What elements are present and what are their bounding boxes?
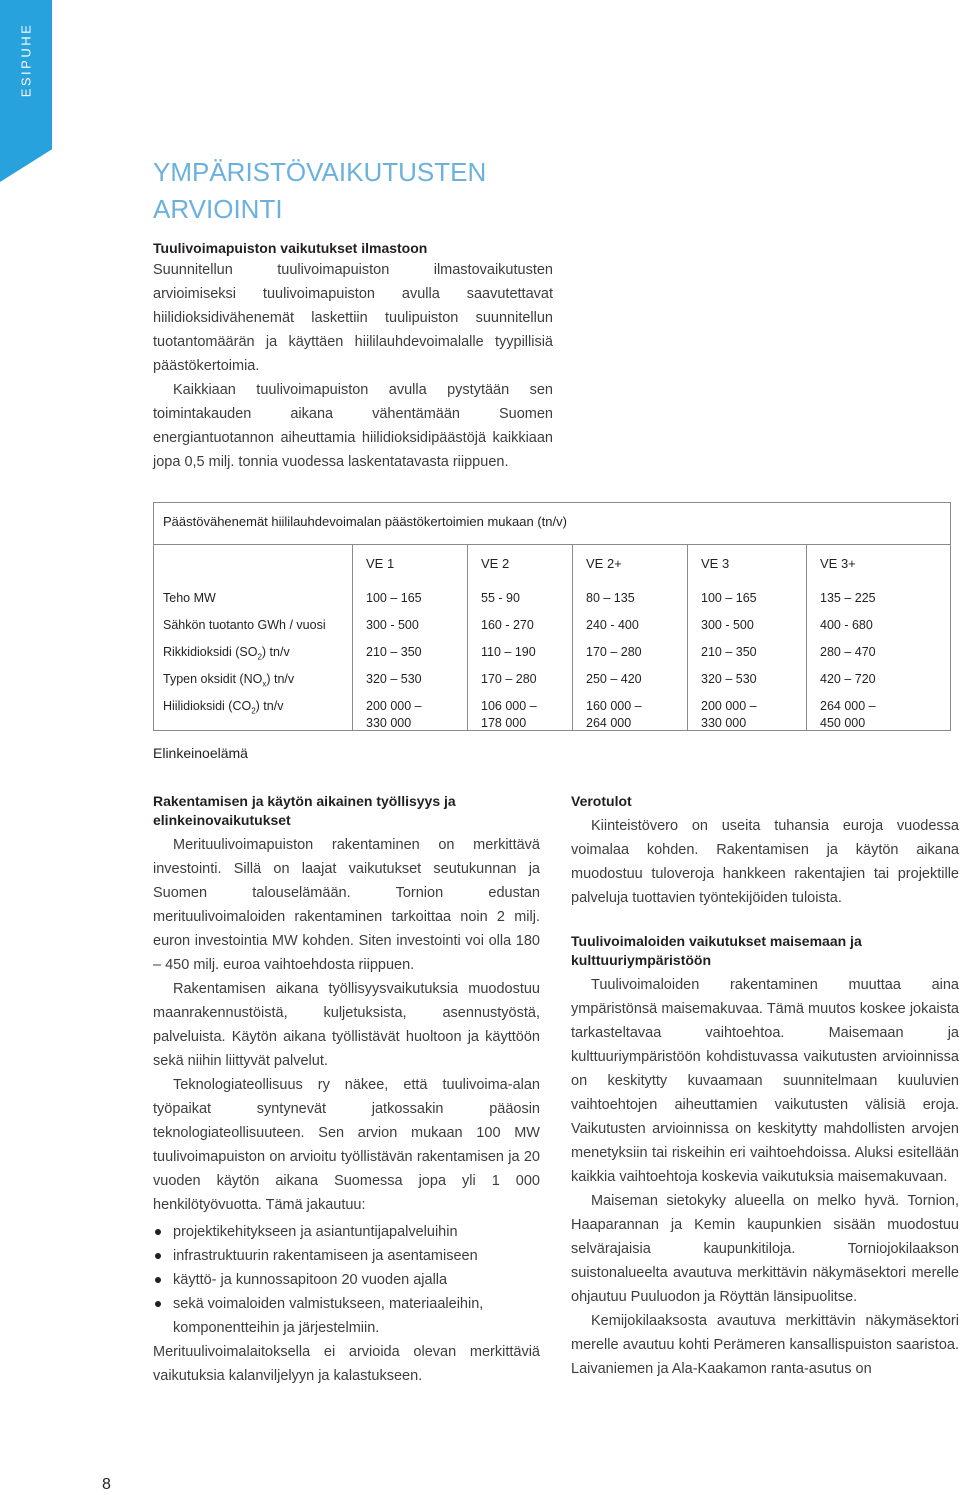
table-cell: 160 000 – 264 000: [586, 699, 642, 730]
emission-table: [153, 502, 951, 731]
tax-subhead: Verotulot: [571, 793, 632, 809]
table-column-header: VE 2+: [586, 556, 622, 571]
table-cell: 55 - 90: [481, 591, 520, 605]
table-cell: 135 – 225: [820, 591, 876, 605]
landscape-paragraph-3: Kemijokilaaksosta avautuva merkittävin näkymäsektori merelle avautuu kohti Perämeren kansallispuiston saaristoa. Laivaniemen ja Ala-Kaakamon ranta-asutus on: [571, 1313, 959, 1377]
table-cell: 80 – 135: [586, 591, 635, 605]
table-cell: 264 000 – 450 000: [820, 699, 876, 730]
bullet-item: käyttö- ja kunnossapitoon 20 vuoden ajalla: [153, 1268, 540, 1292]
intro-paragraph-1: Suunnitellun tuulivoimapuiston ilmastovaikutusten arvioimiseksi tuulivoimapuiston avulla saavutettavat hiilidioksidivähenemät laskettiin tuulipuiston suunnitellun tuotantomäärän ja käyttäen hiililauhdevoimalalle tyypillisiä päästökertoimia.: [153, 262, 553, 374]
landscape-subhead: Tuulivoimaloiden vaikutukset maisemaan ja kulttuuriympäristöön: [571, 933, 862, 968]
table-cell: 210 – 350: [366, 645, 422, 659]
table-cell: 170 – 280: [586, 645, 642, 659]
table-column-header: VE 1: [366, 556, 395, 571]
landscape-paragraph-1: Tuulivoimaloiden rakentaminen muuttaa aina ympäristönsä maisemakuvaa. Tämä muutos koskee jokaista tarkasteltavaa vaihtoehtoa. Maisemaan ja kulttuuriympäristöön kohdistuvassa vaikutusten arvioinnissa on keskitytty kuvaamaan suunnitelmaan kuuluvien vaihtoehtojen aiheuttamien vaikutusten välisiä eroja. Vaikutusten arvioinnissa on keskitytty mahdollisten arvojen menetyksiin tai riskeihin eri vaihtoehdoissa. Aluksi esitellään kaikkia vaihtoehtoja koskevia vaikutuksia maisemakuvaan.: [571, 977, 959, 1185]
table-grid: [154, 544, 950, 730]
intro-section: [153, 239, 553, 474]
table-cell: 250 – 420: [586, 672, 642, 686]
table-cell: 200 000 – 330 000: [366, 699, 422, 730]
table-cell: 320 – 530: [366, 672, 422, 686]
section-tab-label: ESIPUHE: [18, 22, 34, 98]
table-cell: 210 – 350: [701, 645, 757, 659]
intro-subhead: Tuulivoimapuiston vaikutukset ilmastoon: [153, 240, 428, 256]
table-cell: 106 000 – 178 000: [481, 699, 537, 730]
table-caption: Päästövähenemät hiililauhdevoimalan päästökertoimien mukaan (tn/v): [163, 514, 567, 529]
table-column-header: VE 3: [701, 556, 730, 571]
table-cell: 420 – 720: [820, 672, 876, 686]
bullet-item: sekä voimaloiden valmistukseen, materiaaleihin, komponentteihin ja järjestelmiin.: [153, 1292, 540, 1340]
table-row-label: Typen oksidit $(NO_x)$ tn/v: [163, 672, 295, 689]
table-column-divider: [806, 545, 807, 730]
table-cell: 170 – 280: [481, 672, 537, 686]
table-row-label: Teho MW: [163, 591, 216, 605]
table-row-label: Sähkön tuotanto GWh / vuosi: [163, 618, 326, 632]
heading-line-1: YMPÄRISTÖVAIKUTUSTEN: [153, 157, 487, 187]
page-number: 8: [102, 1476, 111, 1493]
table-column-divider: [352, 545, 353, 730]
landscape-paragraph-2: Maiseman sietokyky alueella on melko hyvä. Tornion, Haaparannan ja Kemin kaupunkien sisään muodostuu selvärajaisia kaupunkitiloja. Torniojokilaakson suistonalueelta avautuva merkittävin näkymäsektori merelle ohjautuu Puuluodon ja Röyttän länsipuolitse.: [571, 1193, 959, 1305]
right-column: [571, 792, 959, 1381]
table-cell: 320 – 530: [701, 672, 757, 686]
table-column-divider: [687, 545, 688, 730]
table-column-header: VE 3+: [820, 556, 856, 571]
table-column-divider: [572, 545, 573, 730]
table-cell: 300 - 500: [366, 618, 419, 632]
table-cell: 100 – 165: [701, 591, 757, 605]
table-row-label: Rikkidioksidi $(SO_2)$ tn/v: [163, 645, 290, 662]
table-cell: 160 - 270: [481, 618, 534, 632]
bullet-item: infrastruktuurin rakentamiseen ja asentamiseen: [153, 1244, 540, 1268]
intro-paragraph-2: Kaikkiaan tuulivoimapuiston avulla pystytään sen toimintakauden aikana vähentämään Suomen energiantuotannon aiheuttamia hiilidioksidipäästöjä kaikkiaan jopa 0,5 milj. tonnia vuodessa laskentatavasta riippuen.: [153, 382, 553, 470]
table-cell: 240 - 400: [586, 618, 639, 632]
table-column-header: VE 2: [481, 556, 510, 571]
section-title: Elinkeinoelämä: [153, 745, 248, 761]
employment-paragraph-1: Merituulivoimapuiston rakentaminen on merkittävä investointi. Sillä on laajat vaikutukset seutukunnan ja Suomen talouselämään. Tornion edustan merituulivoimaloiden rakentaminen tarkoittaa noin 2 milj. euron investointia MW kohden. Siten investointi voi olla 180 – 450 milj. euroa vaihtoehdosta riippuen.: [153, 837, 540, 973]
table-cell: 100 – 165: [366, 591, 422, 605]
employment-subhead: Rakentamisen ja käytön aikainen työllisyys ja elinkeinovaikutukset: [153, 793, 456, 828]
page-heading: [153, 154, 486, 228]
bullet-item: projektikehitykseen ja asiantuntijapalveluihin: [153, 1220, 540, 1244]
employment-bullet-list: [153, 1220, 540, 1340]
table-row-label: Hiilidioksidi $(CO_2)$ tn/v: [163, 699, 284, 716]
table-cell: 110 – 190: [481, 645, 536, 659]
table-cell: 300 - 500: [701, 618, 754, 632]
employment-paragraph-4: Merituulivoimalaitoksella ei arvioida olevan merkittäviä vaikutuksia kalanviljelyyn ja kalastukseen.: [153, 1344, 540, 1384]
employment-paragraph-2: Rakentamisen aikana työllisyysvaikutuksia muodostuu maanrakennustöistä, kuljetuksista, asennustyöstä, palveluista. Käytön aikana työllistävät huoltoon ja käyttöön sekä niihin liittyvät palvelut.: [153, 981, 540, 1069]
table-column-divider: [467, 545, 468, 730]
heading-line-2: ARVIOINTI: [153, 194, 283, 224]
tax-paragraph: Kiinteistövero on useita tuhansia euroja vuodessa voimalaa kohden. Rakentamisen ja käytön aikana muodostuu tuloveroja hankkeen rakentajien tai projektille palveluja tuottavien työntekijöiden tuloista.: [571, 818, 959, 906]
table-cell: 280 – 470: [820, 645, 876, 659]
left-column: [153, 792, 540, 1388]
table-cell: 200 000 – 330 000: [701, 699, 757, 730]
employment-paragraph-3: Teknologiateollisuus ry näkee, että tuulivoima-alan työpaikat syntynevät jatkossakin pääosin teknologiateollisuuteen. Sen arvion mukaan 100 MW tuulivoimapuiston on arvioitu työllistävän rakentamisen ja 20 vuoden käytön aikana Suomessa jopa yli 1 000 henkilötyövuotta. Tämä jakautuu:: [153, 1077, 540, 1213]
table-cell: 400 - 680: [820, 618, 873, 632]
